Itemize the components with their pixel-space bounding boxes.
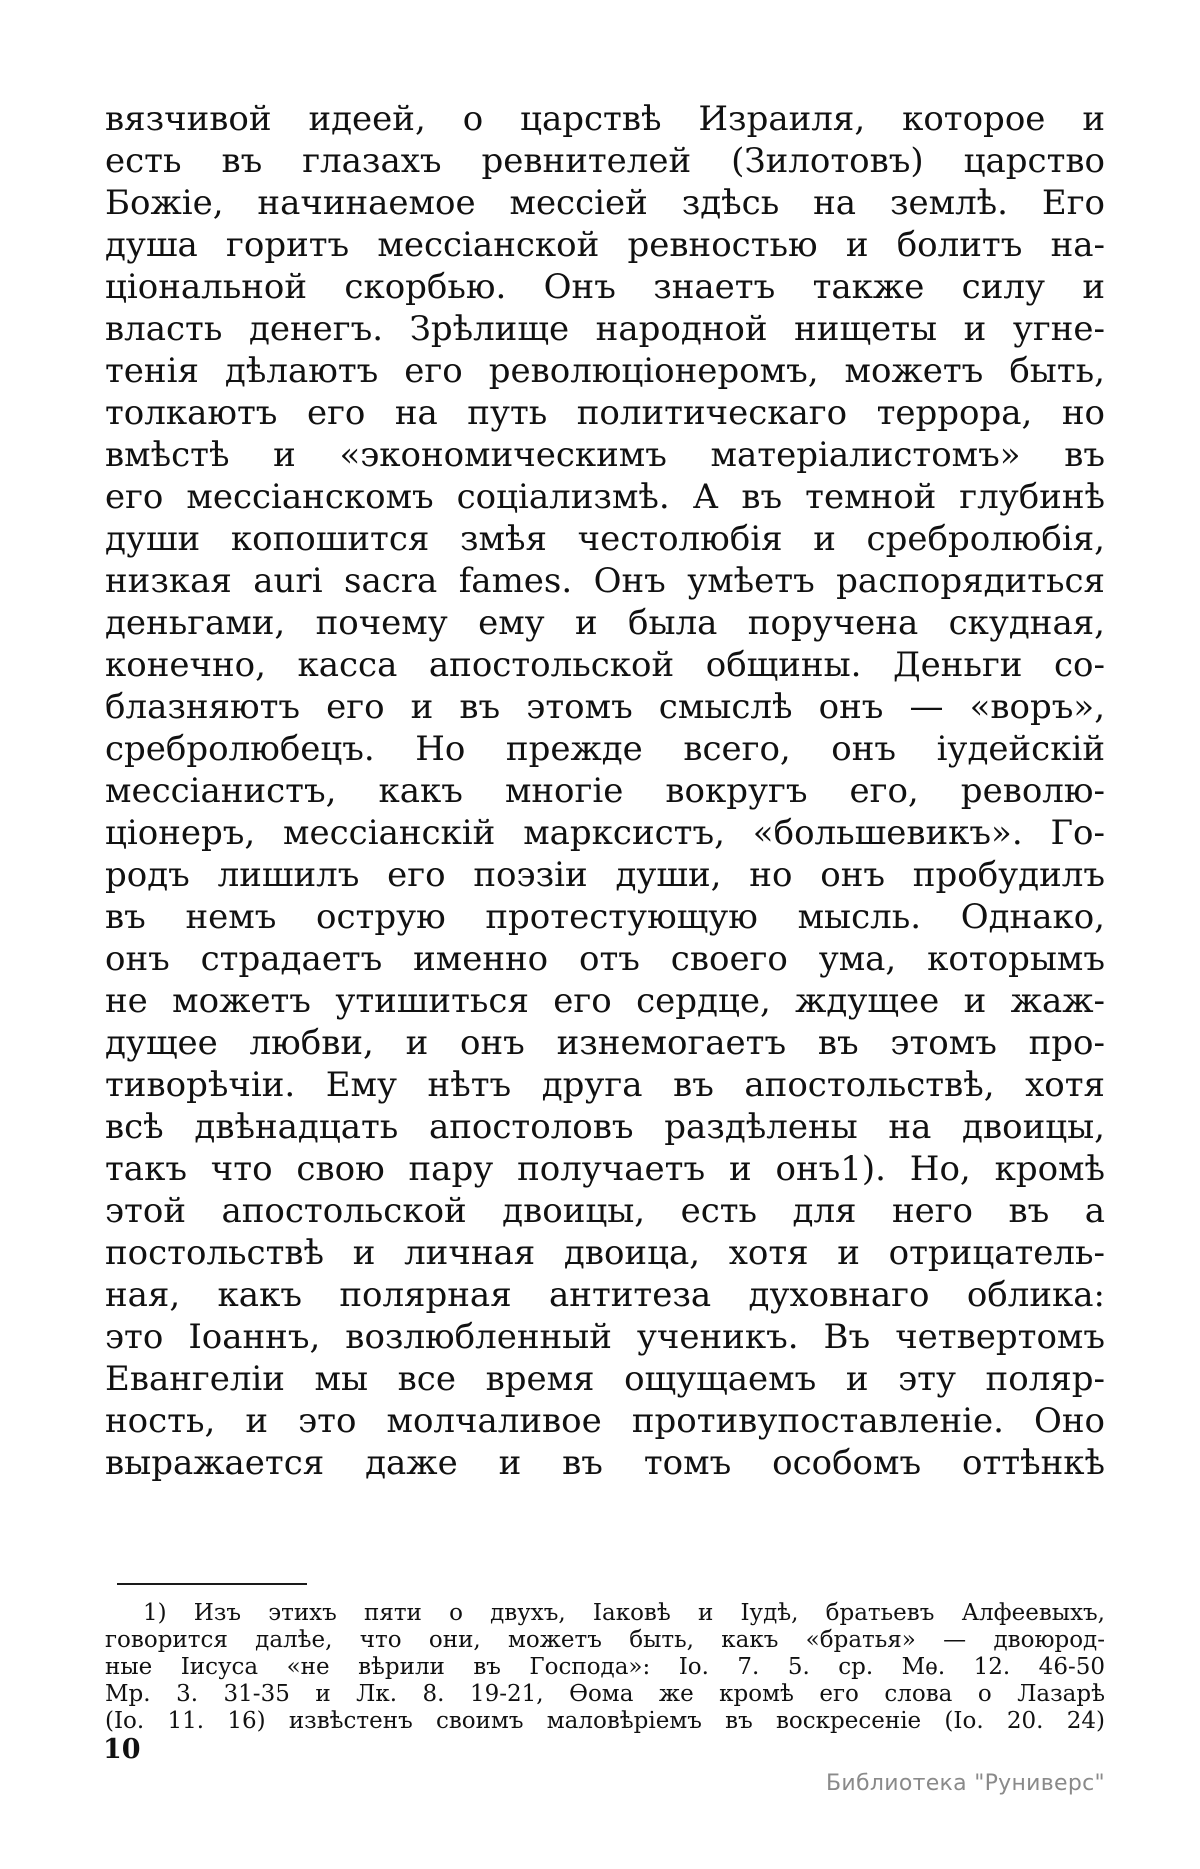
text-line: власть денегъ. Зрѣлище народной нищеты и угне-	[105, 309, 1105, 349]
text-line: вязчивой идеей, о царствѣ Израиля, которое и	[105, 99, 1105, 139]
footnote-line: Мр. 3. 31-35 и Лк. 8. 19-21, Ѳома же кромѣ его слова о Лазарѣ	[105, 1681, 1105, 1707]
text-line: вмѣстѣ и «экономическимъ матеріалистомъ» въ	[105, 435, 1105, 475]
text-line: ность, и это молчаливое противупоставленіе. Оно	[105, 1401, 1105, 1441]
text-line: души копошится змѣя честолюбія и сребролюбія,	[105, 519, 1105, 559]
text-line: Евангеліи мы все время ощущаемъ и эту поляр-	[105, 1359, 1105, 1399]
text-line: тиворѣчіи. Ему нѣтъ друга въ апостольствѣ, хотя	[105, 1065, 1105, 1105]
text-line: душа горитъ мессіанской ревностью и болитъ на-	[105, 225, 1105, 265]
text-line: это Іоаннъ, возлюбленный ученикъ. Въ четвертомъ	[105, 1317, 1105, 1357]
text-line: есть въ глазахъ ревнителей (Зилотовъ) царство	[105, 141, 1105, 181]
text-line: этой апостольской двоицы, есть для него въ а	[105, 1191, 1105, 1231]
footnote-line: говорится далѣе, что они, можетъ быть, какъ «братья» — двоюрод-	[105, 1627, 1105, 1653]
footnote-line: (Іо. 11. 16) извѣстенъ своимъ маловѣріемъ въ воскресеніе (Іо. 20. 24)	[105, 1708, 1105, 1734]
page-number: 10	[103, 1734, 141, 1765]
main-text	[105, 98, 1105, 1484]
footnote-divider	[117, 1583, 307, 1585]
text-line: Божіе, начинаемое мессіей здѣсь на землѣ. Его	[105, 183, 1105, 223]
footnote-line: 1) Изъ этихъ пяти о двухъ, Іаковѣ и Іудѣ, братьевъ Алфеевыхъ,	[143, 1600, 1105, 1626]
text-line: ная, какъ полярная антитеза духовнаго облика:	[105, 1275, 1105, 1315]
text-line: сребролюбецъ. Но прежде всего, онъ іудейскій	[105, 729, 1105, 769]
text-line: толкаютъ его на путь политическаго террора, но	[105, 393, 1105, 433]
text-line: деньгами, почему ему и была поручена скудная,	[105, 603, 1105, 643]
text-line: ціонеръ, мессіанскій марксистъ, «большевикъ». Го-	[105, 813, 1105, 853]
footnote-line: ные Іисуса «не вѣрили въ Господа»: Іо. 7. 5. ср. Мѳ. 12. 46-50	[105, 1654, 1105, 1680]
text-line: въ немъ острую протестующую мысль. Однако,	[105, 897, 1105, 937]
text-line: мессіанистъ, какъ многіе вокругъ его, револю-	[105, 771, 1105, 811]
footnote	[105, 1600, 1105, 1735]
text-line: онъ страдаетъ именно отъ своего ума, которымъ	[105, 939, 1105, 979]
text-line: всѣ двѣнадцать апостоловъ раздѣлены на двоицы,	[105, 1107, 1105, 1147]
text-line: блазняютъ его и въ этомъ смыслѣ онъ — «воръ»,	[105, 687, 1105, 727]
library-watermark: Библиотека "Руниверс"	[826, 1771, 1105, 1796]
text-line: тенія дѣлаютъ его революціонеромъ, можетъ быть,	[105, 351, 1105, 391]
text-line: дущее любви, и онъ изнемогаетъ въ этомъ про-	[105, 1023, 1105, 1063]
text-line: родъ лишилъ его поэзіи души, но онъ пробудилъ	[105, 855, 1105, 895]
text-line: низкая auri sacra fames. Онъ умѣетъ распорядиться	[105, 561, 1105, 601]
text-line: конечно, касса апостольской общины. Деньги со-	[105, 645, 1105, 685]
text-line: постольствѣ и личная двоица, хотя и отрицатель-	[105, 1233, 1105, 1273]
text-line: ціональной скорбью. Онъ знаетъ также силу и	[105, 267, 1105, 307]
text-line: его мессіанскомъ соціализмѣ. А въ темной глубинѣ	[105, 477, 1105, 517]
text-line: выражается даже и въ томъ особомъ оттѣнкѣ	[105, 1443, 1105, 1483]
text-line: не можетъ утишиться его сердце, ждущее и жаж-	[105, 981, 1105, 1021]
text-line: такъ что свою пару получаетъ и онъ1). Но, кромѣ	[105, 1149, 1105, 1189]
